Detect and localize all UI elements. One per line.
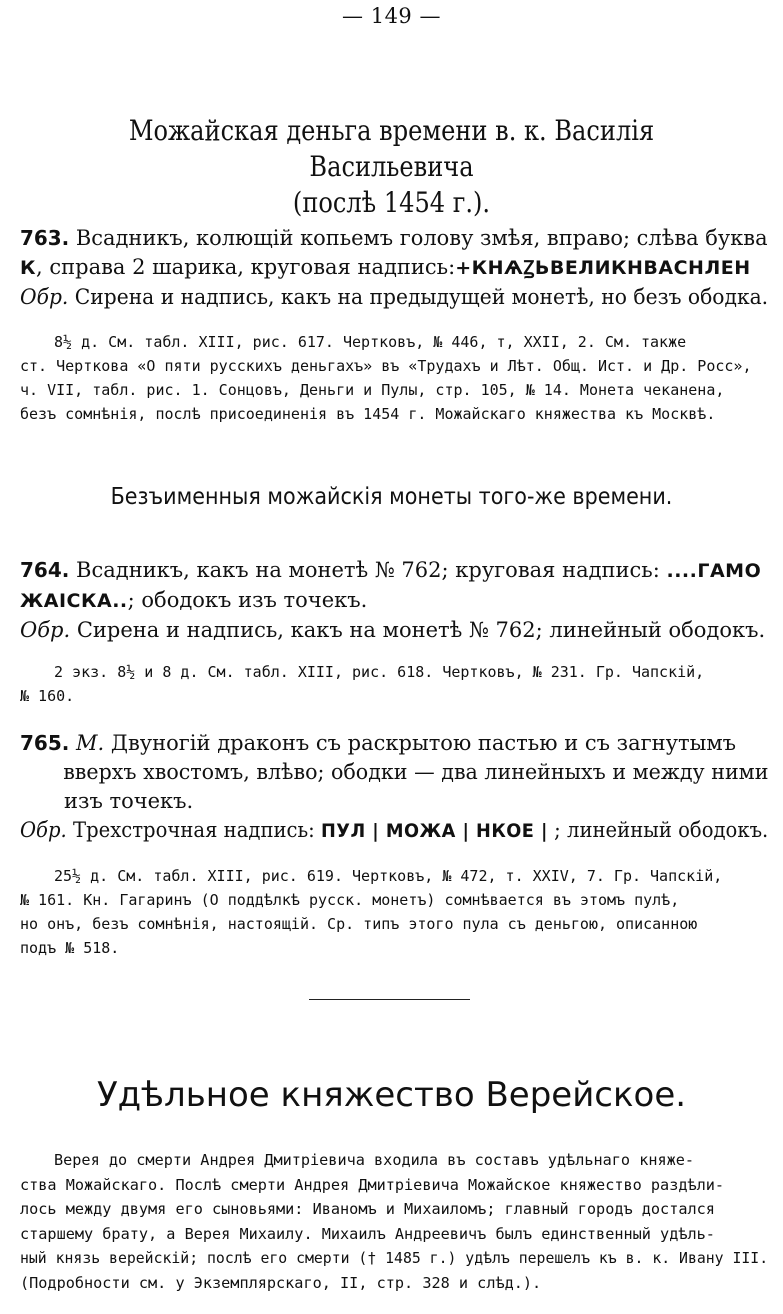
note-763 (20, 330, 768, 426)
body-line: старшему брату, а Верея Михаилу. Михаилъ Андреевичъ былъ единственный удѣль- (20, 1224, 715, 1243)
entry-text: ; ободокъ изъ точекъ. (127, 588, 368, 612)
coin-legend: ПУЛ | МОЖА | НКОЕ | (321, 820, 548, 842)
entry-text: Всадникъ, какъ на монетѣ № 762; круговая надпись: (76, 558, 667, 582)
note-line: подъ № 518. (20, 939, 120, 957)
legend-letter: К (20, 257, 37, 279)
note-765 (20, 864, 768, 960)
section-heading-anonymous-coins: Безъименныя можайскія монеты того-же времени. (110, 484, 673, 510)
page-number: — 149 — (342, 4, 441, 28)
body-line: ный князь верейскій; послѣ его смерти († 1485 г.) удѣлъ перешелъ къ в. к. Ивану III. (20, 1249, 769, 1267)
chapter-heading-vereya: Удѣльное княжество Верейское. (96, 1075, 687, 1115)
section-heading-mozhaisk-denga (72, 113, 711, 221)
entry-text: , справа 2 шарика, круговая надпись: (36, 255, 456, 279)
note-line: 25½ д. См. табл. XIII, рис. 619. Чертковъ, № 472, т. XXIV, 7. Гр. Чапскій, (54, 867, 723, 885)
note-line: ч. VII, табл. рис. 1. Сонцовъ, Деньги и Пулы, стр. 105, № 14. Монета чеканена, (20, 381, 725, 399)
coin-legend: +КНѦꙀЬВЕЛИКНВАСНЛЕН (455, 257, 751, 279)
entry-number: 765. (20, 731, 70, 755)
entry-text: изъ точекъ. (64, 789, 194, 813)
entry-764 (20, 556, 768, 645)
note-line: 8½ д. См. табл. XIII, рис. 617. Чертковъ, № 446, т, ХХII, 2. См. также (54, 333, 687, 351)
entry-text: Двуногій драконъ съ раскрытою пастью и съ загнутымъ (104, 731, 737, 755)
body-line: Верея до смерти Андрея Дмитріевича входила въ составъ удѣльнаго княже- (54, 1151, 695, 1169)
entry-text: Сирена и надпись, какъ на монетѣ № 762; линейный ободокъ. (70, 618, 766, 642)
note-line: безъ сомнѣнія, послѣ присоединенія въ 1454 г. Можайскаго княжества къ Москвѣ. (20, 405, 716, 423)
entry-765 (20, 729, 768, 846)
entry-text: Сирена и надпись, какъ на предыдущей монетѣ, но безъ ободка. (68, 285, 769, 309)
body-line: (Подробности см. у Экземплярскаго, II, стр. 328 и слѣд.). (20, 1273, 542, 1292)
entry-763 (20, 224, 768, 312)
section-divider (309, 999, 470, 1000)
note-line: 2 экз. 8½ и 8 д. См. табл. XIII, рис. 618. Чертковъ, № 231. Гр. Чапскій, (54, 663, 705, 681)
heading-line-1: Можайская деньга времени в. к. Василія Васильевича (128, 114, 655, 183)
note-line: но онъ, безъ сомнѣнія, настоящій. Ср. типъ этого пула съ деньгою, описанною (20, 915, 698, 933)
entry-text: Всадникъ, колющій копьемъ голову змѣя, вправо; слѣва буква (75, 226, 768, 250)
metal-label: М. (76, 731, 105, 755)
chapter-intro (20, 1148, 768, 1295)
body-line: лось между двумя его сыновьями: Иваномъ и Михаиломъ; главный городъ достался (20, 1200, 715, 1218)
obverse-label: Обр. (20, 818, 67, 842)
body-line: ства Можайскаго. Послѣ смерти Андрея Дмитріевича Можайское княжество раздѣли- (20, 1175, 725, 1194)
note-line: № 161. Кн. Гагаринъ (О поддѣлкѣ русск. монетъ) сомнѣвается въ этомъ пулѣ, (20, 891, 680, 909)
note-764 (20, 660, 768, 708)
coin-legend: ....ГАМО (666, 560, 762, 582)
note-line: № 160. (20, 687, 75, 705)
entry-text: Трехстрочная надпись: (66, 818, 322, 842)
coin-legend: ЖАІСКА.. (20, 590, 128, 612)
note-line: ст. Черткова «О пяти русскихъ деньгахъ» въ «Трудахъ и Лѣт. Общ. Ист. и Др. Росс», (20, 357, 752, 375)
obverse-label: Обр. (20, 285, 69, 309)
entry-number: 764. (20, 558, 70, 582)
entry-number: 763. (20, 226, 70, 250)
obverse-label: Обр. (20, 618, 71, 642)
entry-text: вверхъ хвостомъ, влѣво; ободки — два линейныхъ и между ними (63, 760, 769, 784)
heading-line-2: (послѣ 1454 г.). (292, 186, 491, 219)
entry-text: ; линейный ободокъ. (547, 818, 769, 842)
